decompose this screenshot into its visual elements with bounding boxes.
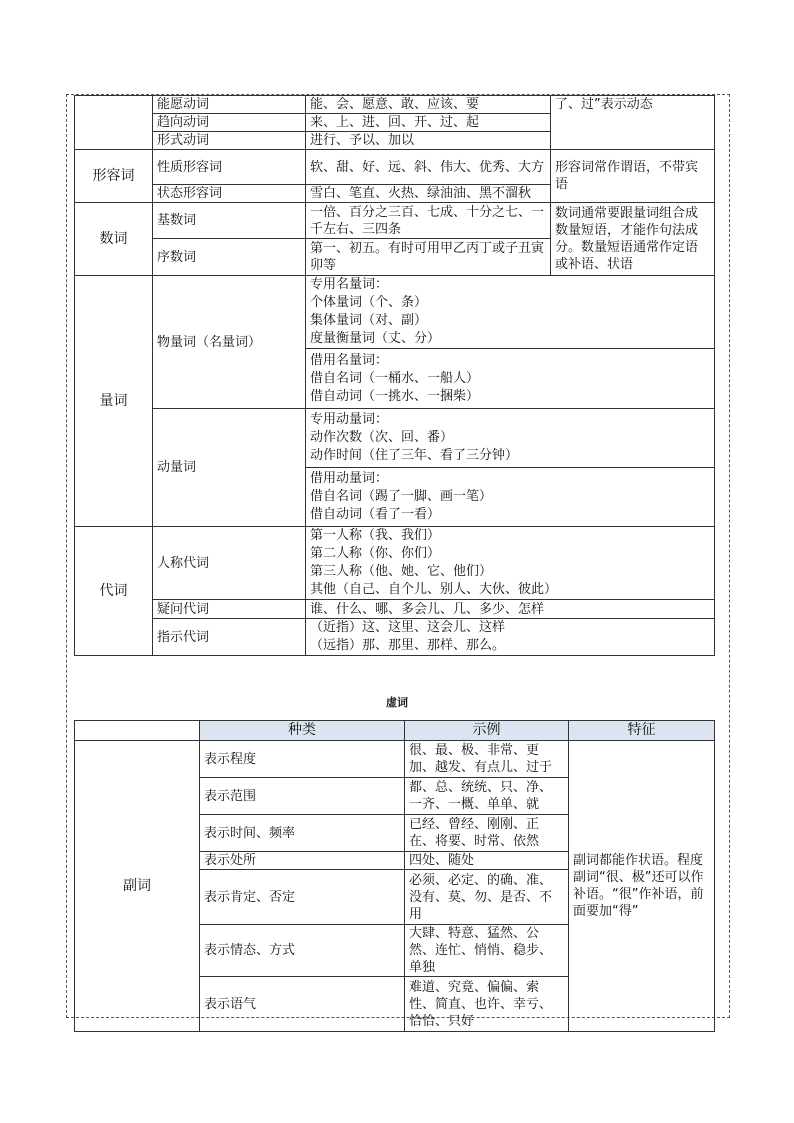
adverb-examples: 很、最、极、非常、更加、越发、有点儿、过于 bbox=[405, 741, 569, 778]
noun-classifier-block bbox=[306, 276, 715, 349]
numeral-note: 数词通常要跟量词组合成数量短语，才能作句法成分。数量短语通常作定语或补语、状语 bbox=[551, 203, 715, 276]
adverb-type: 表示情态、方式 bbox=[200, 925, 405, 977]
header-examples: 示例 bbox=[405, 721, 569, 741]
numeral-examples: 第一、初五。有时可用甲乙丙丁或子丑寅卯等 bbox=[306, 239, 551, 276]
interrogative-pronoun-type: 疑问代词 bbox=[153, 600, 306, 619]
numeral-category: 数词 bbox=[75, 203, 153, 276]
demonstrative-pronoun-examples bbox=[306, 619, 715, 656]
verb-classifier-block bbox=[306, 468, 715, 527]
block-line: 借用动量词： bbox=[310, 471, 389, 486]
block-line: 度量衡量词（丈、分） bbox=[310, 331, 441, 346]
demonstrative-pronoun-type: 指示代词 bbox=[153, 619, 306, 656]
numeral-type: 序数词 bbox=[153, 239, 306, 276]
verb-type: 形式动词 bbox=[153, 132, 306, 150]
adjective-examples: 雪白、笔直、火热、绿油油、黑不溜秋 bbox=[306, 185, 551, 203]
adverb-category: 副词 bbox=[75, 741, 200, 1032]
adverb-examples: 大肆、特意、猛然、公然、连忙、悄悄、稳步、单独 bbox=[405, 925, 569, 977]
adverb-examples: 四处、随处 bbox=[405, 852, 569, 870]
interrogative-pronoun-examples: 谁、什么、哪、多会儿、几、多少、怎样 bbox=[306, 600, 715, 619]
block-line: （近指）这、这里、这会儿、这样 bbox=[310, 620, 506, 635]
verb-examples: 进行、予以、加以 bbox=[306, 132, 551, 150]
block-line: 借自动词（看了一看） bbox=[310, 507, 441, 522]
numeral-type: 基数词 bbox=[153, 203, 306, 239]
adverb-examples: 已经、曾经、刚刚、正在、将要、时常、依然 bbox=[405, 815, 569, 852]
adverb-type: 表示处所 bbox=[200, 852, 405, 870]
block-line: 借自动词（一挑水、一捆柴） bbox=[310, 388, 480, 404]
verb-category-cell bbox=[75, 96, 153, 150]
xuci-table bbox=[74, 720, 715, 1032]
block-line: 集体量词（对、副） bbox=[310, 313, 428, 328]
block-line: 第三人称（他、她、它、他们） bbox=[310, 564, 493, 579]
adverb-type: 表示程度 bbox=[200, 741, 405, 778]
adverb-feature: 副词都能作状语。程度副词“很、极”还可以作补语。“很”作补语，前面要加“得” bbox=[569, 741, 715, 1032]
personal-pronoun-type: 人称代词 bbox=[153, 527, 306, 600]
verb-classifier-block bbox=[306, 409, 715, 468]
block-line: 动作次数（次、回、番） bbox=[310, 430, 454, 445]
verb-type: 能愿动词 bbox=[153, 96, 306, 114]
shici-table bbox=[74, 95, 715, 656]
verb-examples: 能、会、愿意、敢、应该、要 bbox=[306, 96, 551, 114]
section-title: 虚词 bbox=[386, 696, 408, 709]
adjective-category: 形容词 bbox=[75, 150, 153, 203]
verb-examples: 来、上、进、回、开、过、起 bbox=[306, 114, 551, 132]
adverb-examples: 必须、必定、的确、准、没有、莫、勿、是否、不用 bbox=[405, 870, 569, 925]
adverb-examples: 都、总、统统、只、净、一齐、一概、单单、就 bbox=[405, 778, 569, 815]
header-blank bbox=[75, 721, 200, 741]
block-line: 借用名量词： bbox=[310, 352, 389, 368]
adjective-type: 性质形容词 bbox=[153, 150, 306, 185]
header-feature: 特征 bbox=[569, 721, 715, 741]
block-line: （远指）那、那里、那样、那么。 bbox=[310, 638, 506, 653]
block-line: 其他（自己、自个儿、别人、大伙、彼此） bbox=[310, 582, 558, 597]
noun-classifier-block bbox=[306, 349, 715, 409]
pronoun-category: 代词 bbox=[75, 527, 153, 656]
block-line: 第二人称（你、你们） bbox=[310, 546, 441, 561]
block-line: 第一人称（我、我们） bbox=[310, 528, 441, 543]
block-line: 借自名词（踢了一脚、画一笔） bbox=[310, 489, 493, 504]
personal-pronoun-examples bbox=[306, 527, 715, 600]
numeral-examples: 一倍、百分之三百、七成、十分之七、一千左右、三四条 bbox=[306, 203, 551, 239]
adverb-type: 表示时间、频率 bbox=[200, 815, 405, 852]
adjective-examples: 软、甜、好、远、斜、伟大、优秀、大方 bbox=[306, 150, 551, 185]
adverb-type: 表示肯定、否定 bbox=[200, 870, 405, 925]
adverb-type: 表示语气 bbox=[200, 977, 405, 1032]
adverb-examples: 难道、究竟、偏偏、索性、简直、也许、幸亏、恰恰、只好 bbox=[405, 977, 569, 1032]
block-line: 专用名量词： bbox=[310, 277, 389, 292]
block-line: 借自名词（一桶水、一船人） bbox=[310, 370, 480, 386]
classifier-category: 量词 bbox=[75, 276, 153, 527]
block-line: 动作时间（住了三年、看了三分钟） bbox=[310, 448, 519, 463]
adjective-type: 状态形容词 bbox=[153, 185, 306, 203]
block-line: 个体量词（个、条） bbox=[310, 295, 428, 310]
block-line: 专用动量词： bbox=[310, 412, 389, 427]
header-type: 种类 bbox=[200, 721, 405, 741]
verb-type: 趋向动词 bbox=[153, 114, 306, 132]
adverb-type: 表示范围 bbox=[200, 778, 405, 815]
verb-classifier-type: 动量词 bbox=[153, 409, 306, 527]
adjective-note: 形容词常作谓语，不带宾语 bbox=[551, 150, 715, 203]
noun-classifier-type: 物量词（名量词） bbox=[153, 276, 306, 409]
verb-note: 了、过”表示动态 bbox=[551, 96, 715, 150]
